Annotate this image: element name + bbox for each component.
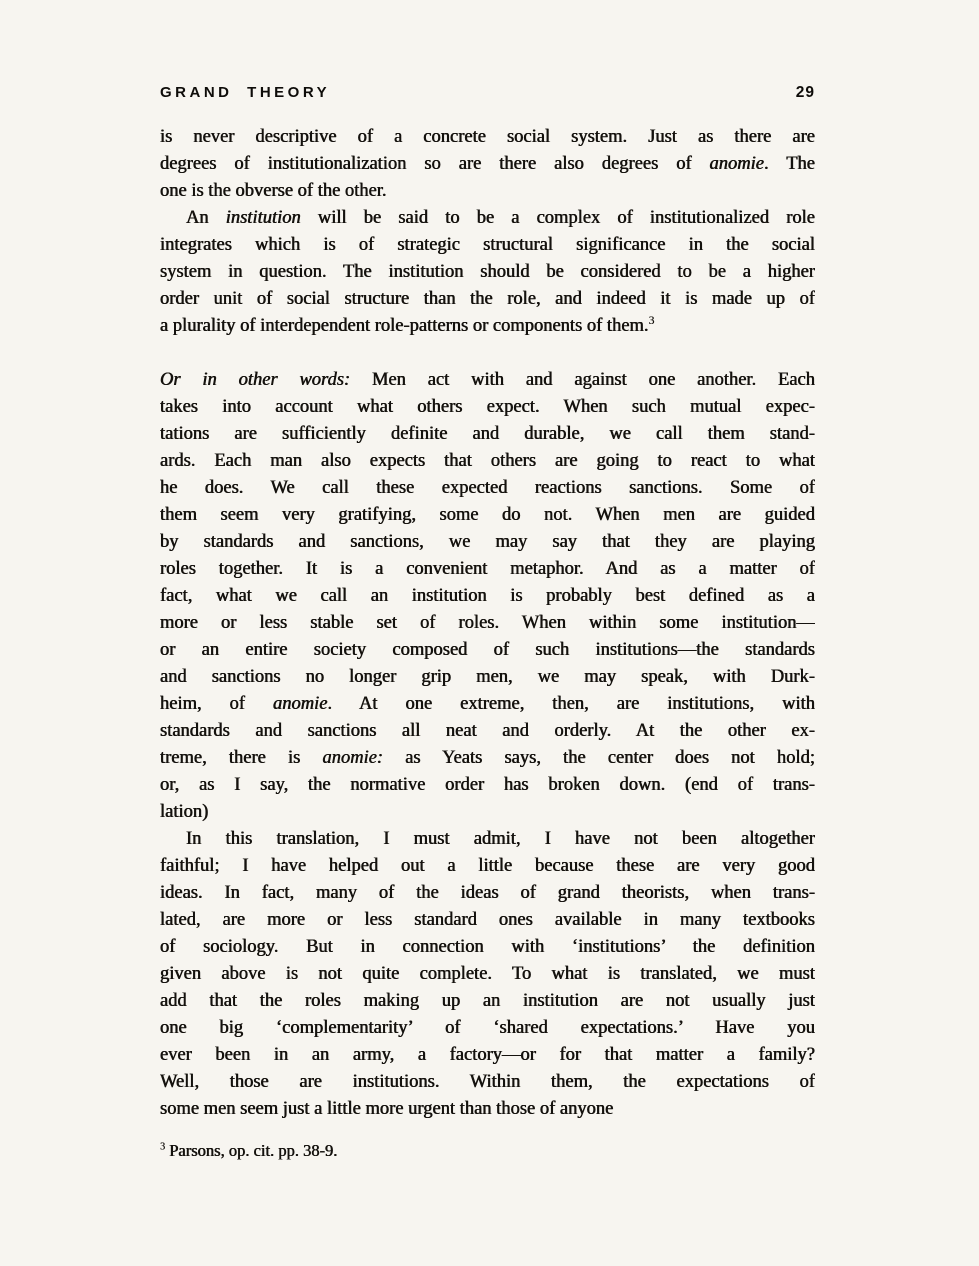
text-run: as Yeats says, the center does not hold;	[383, 748, 815, 768]
text-line	[160, 880, 815, 907]
text-line	[160, 367, 815, 394]
paragraph	[160, 367, 815, 826]
text-line	[160, 151, 815, 178]
text-line	[160, 1042, 815, 1069]
text-line	[160, 988, 815, 1015]
text-line	[160, 853, 815, 880]
text-line	[160, 934, 815, 961]
text-run: tations are sufficiently definite and durable, we call them stand-	[160, 424, 815, 444]
text-run: integrates which is of strategic structural significance in the social	[160, 235, 815, 255]
text-line	[160, 907, 815, 934]
text-run: and sanctions no longer grip men, we may speak, with Durk-	[160, 667, 815, 687]
text-line	[160, 799, 815, 826]
text-line	[160, 529, 815, 556]
text-run: add that the roles making up an institution are not usually just	[160, 991, 815, 1011]
text-run: lation)	[160, 802, 209, 822]
text-run: some men seem just a little more urgent than those of anyone	[160, 1099, 614, 1119]
italic-text: Or in other words:	[160, 370, 351, 390]
text-run: given above is not quite complete. To what is translated, we must	[160, 964, 815, 984]
text-run: or, as I say, the normative order has broken down. (end of trans-	[160, 775, 815, 795]
text-run: of sociology. But in connection with ‘institutions’ the definition	[160, 937, 815, 957]
text-run: Well, those are institutions. Within them, the expectations of	[160, 1072, 815, 1092]
text-line	[160, 637, 815, 664]
text-line	[160, 961, 815, 988]
text-run: ever been in an army, a factory—or for that matter a family?	[160, 1045, 815, 1065]
text-run: a plurality of interdependent role-patterns or components of them.	[160, 316, 649, 336]
text-run: treme, there is	[160, 748, 323, 768]
text-run: Men act with and against one another. Each	[350, 370, 815, 390]
text-run: is never descriptive of a concrete social system. Just as there are	[160, 127, 815, 147]
text-run: . At one extreme, then, are institutions, with	[327, 694, 815, 714]
text-run: order unit of social structure than the role, and indeed it is made up of	[160, 289, 815, 309]
text-run: An	[186, 208, 226, 228]
text-line	[160, 502, 815, 529]
text-run: heim, of	[160, 694, 273, 714]
text-line	[160, 718, 815, 745]
text-line	[160, 664, 815, 691]
text-run: In this translation, I must admit, I have not been altogether	[186, 829, 815, 849]
running-head: GRAND THEORY	[160, 84, 331, 101]
text-line	[160, 205, 815, 232]
footnote	[160, 1140, 815, 1162]
body-text	[160, 124, 815, 1123]
text-run: will be said to be a complex of institutionalized role	[300, 208, 815, 228]
text-run: them seem very gratifying, some do not. When men are guided	[160, 505, 815, 525]
text-line	[160, 1069, 815, 1096]
text-run: one is the obverse of the other.	[160, 181, 387, 201]
text-line	[160, 610, 815, 637]
text-line	[160, 394, 815, 421]
text-run: roles together. It is a convenient metaphor. And as a matter of	[160, 559, 815, 579]
text-line	[160, 448, 815, 475]
text-run: . The	[764, 154, 815, 174]
text-line	[160, 178, 815, 205]
text-run: system in question. The institution should be considered to be a higher	[160, 262, 815, 282]
text-run: lated, are more or less standard ones available in many textbooks	[160, 910, 815, 930]
text-line	[160, 745, 815, 772]
text-run: more or less stable set of roles. When within some institution—	[160, 613, 815, 633]
text-line	[160, 259, 815, 286]
text-line	[160, 232, 815, 259]
italic-text: anomie	[272, 694, 328, 714]
text-run: one big ‘complementarity’ of ‘shared expectations.’ Have you	[160, 1018, 815, 1038]
text-run: degrees of institutionalization so are there also degrees of	[160, 154, 710, 174]
footnote-reference: 3	[648, 314, 655, 327]
text-line	[160, 124, 815, 151]
paragraph	[160, 124, 815, 205]
text-line	[160, 421, 815, 448]
paragraph	[160, 826, 815, 1123]
text-line	[160, 772, 815, 799]
text-line	[160, 556, 815, 583]
page-header	[160, 84, 815, 102]
text-line	[160, 1015, 815, 1042]
italic-text: institution	[225, 208, 301, 228]
text-line	[160, 475, 815, 502]
text-line	[160, 313, 815, 340]
text-run: fact, what we call an institution is probably best defined as a	[160, 586, 815, 606]
page-number: 29	[795, 84, 815, 101]
text-run: he does. We call these expected reactions sanctions. Some of	[160, 478, 815, 498]
text-run: takes into account what others expect. When such mutual expec-	[160, 397, 815, 417]
text-run: ards. Each man also expects that others are going to react to what	[160, 451, 815, 471]
text-line	[160, 583, 815, 610]
text-run: faithful; I have helped out a little because these are very good	[160, 856, 815, 876]
italic-text: anomie:	[322, 748, 384, 768]
text-run: standards and sanctions all neat and orderly. At the other ex-	[160, 721, 815, 741]
footnote-text: Parsons, op. cit. pp. 38-9.	[165, 1141, 338, 1160]
italic-text: anomie	[709, 154, 765, 174]
text-line	[160, 286, 815, 313]
text-line	[160, 826, 815, 853]
text-line	[160, 691, 815, 718]
text-run: by standards and sanctions, we may say that they are playing	[160, 532, 815, 552]
paragraph	[160, 205, 815, 340]
text-run: or an entire society composed of such institutions—the standards	[160, 640, 815, 660]
text-line	[160, 1096, 815, 1123]
text-run: ideas. In fact, many of the ideas of grand theorists, when trans-	[160, 883, 815, 903]
footnote-marker: 3	[160, 1141, 166, 1153]
